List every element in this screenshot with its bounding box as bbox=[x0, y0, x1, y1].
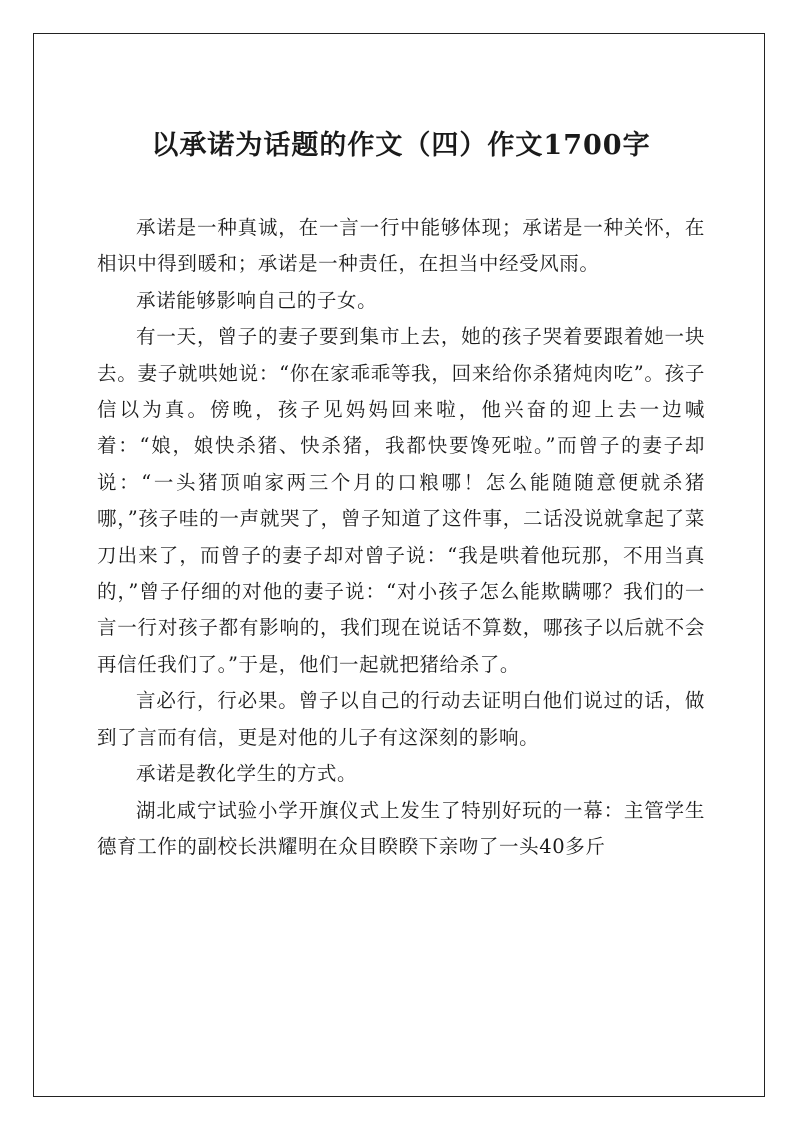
document-title: 以承诺为话题的作文（四）作文1700字 bbox=[151, 130, 651, 161]
paragraph: 承诺是一种真诚，在一言一行中能够体现；承诺是一种关怀，在相识中得到暖和；承诺是一种责任，在担当中经受风雨。 bbox=[97, 216, 705, 276]
paragraph: 承诺能够影响自己的子女。 bbox=[136, 288, 378, 312]
paragraph: 有一天，曾子的妻子要到集市上去，她的孩子哭着要跟着她一块去。妻子就哄她说：“你在家乖乖等我，回来给你杀猪炖肉吃”。孩子信以为真。傍晚，孩子见妈妈回来啦，他兴奋的迎上去一边喊着：“娘，娘快杀猪、快杀猪，我都快要馋死啦。”而曾子的妻子却说：“一头猪顶咱家两三个月的口粮哪！怎么能随随意便就杀猪哪，”孩子哇的一声就哭了，曾子知道了这件事，二话没说就拿起了菜刀出来了，而曾子的妻子却对曾子说：“我是哄着他玩那，不用当真的，”曾子仔细的对他的妻子说：“对小孩子怎么能欺瞒哪？我们的一言一行对孩子都有影响的，我们现在说话不算数，哪孩子以后就不会再信任我们了。”于是，他们一起就把猪给杀了。 bbox=[97, 325, 705, 676]
paragraph: 湖北咸宁试验小学开旗仪式上发生了特别好玩的一幕：主管学生德育工作的副校长洪耀明在众目睽睽下亲吻了一头40多斤 bbox=[97, 798, 705, 858]
paragraph: 言必行，行必果。曾子以自己的行动去证明白他们说过的话，做到了言而有信，更是对他的儿子有这深刻的影响。 bbox=[97, 689, 705, 749]
paragraph: 承诺是教化学生的方式。 bbox=[136, 762, 358, 786]
document-body bbox=[97, 126, 705, 865]
